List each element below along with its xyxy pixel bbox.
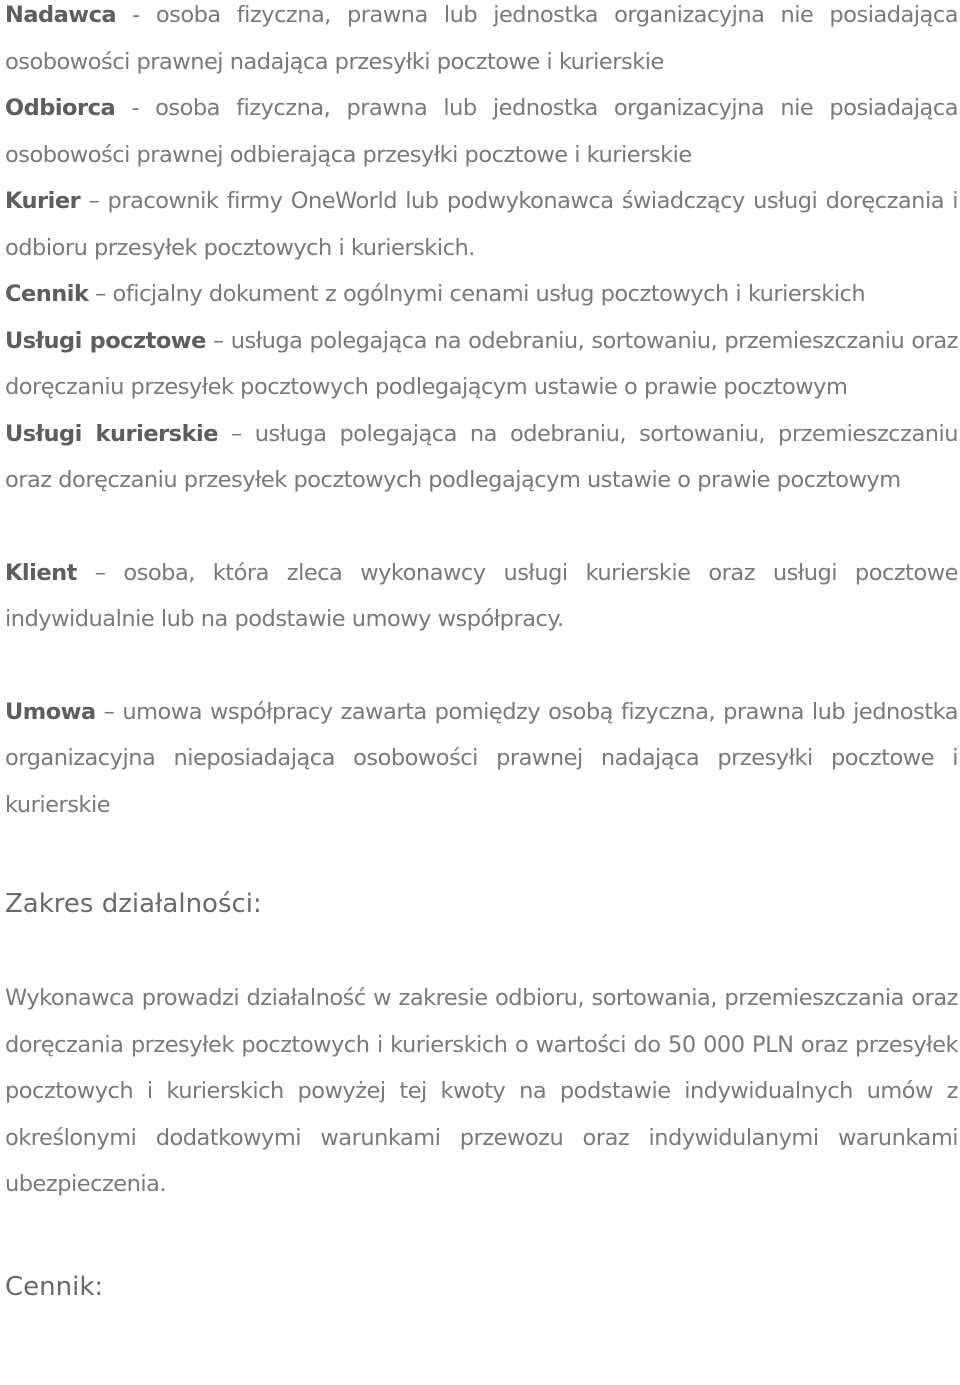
definition-text: usługa polegająca na odebraniu, sortowaniu, przemieszczaniu oraz doręczaniu przesyłek pocztowych podlegającym ustawie o prawie pocztowym	[5, 420, 959, 493]
spacer	[5, 643, 958, 689]
definition-term: Umowa	[5, 698, 96, 725]
spacer	[5, 1208, 958, 1264]
spacer	[5, 504, 958, 550]
definition-separator: –	[95, 698, 123, 725]
definition-text: usługa polegająca na odebraniu, sortowaniu, przemieszczaniu oraz doręczaniu przesyłek pocztowych podlegającym ustawie o prawie pocztowym	[5, 327, 958, 400]
zakres-text: Wykonawca prowadzi działalność w zakresie odbioru, sortowania, przemieszczania oraz doręczania przesyłek pocztowych i kurierskich o wartości do 50 000 PLN oraz przesyłek pocztowych i kurierskich powyżej tej kwoty na podstawie indywidualnych umów z określonymi dodatkowymi warunkami przewozu oraz indywidulanymi warunkami ubezpieczenia.	[5, 985, 958, 1197]
definition-term: Kurier	[5, 188, 81, 214]
definition-separator: –	[88, 281, 113, 307]
definition-separator: –	[80, 188, 108, 214]
definition-separator: -	[115, 95, 156, 121]
definition-text: pracownik firmy OneWorld lub podwykonawca świadczący usługi doręczania i odbioru przesyłek pocztowych i kurierskich.	[5, 188, 959, 261]
definition-separator: –	[76, 559, 124, 586]
document-page	[5, 0, 958, 1310]
definition-text: oficjalny dokument z ogólnymi cenami usług pocztowych i kurierskich	[112, 281, 866, 307]
definition-nadawca	[5, 0, 958, 85]
definition-term: Usługi kurierskie	[5, 420, 219, 447]
definition-kurier	[5, 178, 958, 271]
definition-umowa	[5, 689, 958, 829]
zakres-heading: Zakres działalności:	[5, 889, 262, 919]
definition-term: Usługi pocztowe	[5, 327, 206, 354]
definition-text: osoba fizyczna, prawna lub jednostka organizacyjna nie posiadająca osobowości prawnej odbierająca przesyłki pocztowe i kurierskie	[5, 95, 958, 168]
definition-text: osoba, która zleca wykonawcy usługi kurierskie oraz usługi pocztowe indywidualnie lub na podstawie umowy współpracy.	[5, 559, 958, 632]
definition-separator: –	[205, 327, 231, 354]
definition-term: Odbiorca	[5, 95, 116, 121]
definition-text: osoba fizyczna, prawna lub jednostka organizacyjna nie posiadająca osobowości prawnej nadająca przesyłki pocztowe i kurierskie	[5, 2, 958, 75]
definition-cennik	[5, 271, 958, 318]
cennik-heading: Cennik:	[5, 1271, 104, 1302]
definition-odbiorca	[5, 85, 958, 178]
definition-text: umowa współpracy zawarta pomiędzy osobą fizyczna, prawna lub jednostka organizacyjna nieposiadająca osobowości prawnej nadająca przesyłki pocztowe i kurierskie	[5, 698, 958, 818]
definition-term: Nadawca	[5, 2, 117, 28]
definition-uslugi-kurierskie	[5, 411, 958, 504]
definition-klient	[5, 550, 958, 643]
definition-uslugi-pocztowe	[5, 318, 958, 411]
definition-term: Cennik	[5, 281, 89, 307]
definition-separator: -	[116, 2, 156, 28]
definition-term: Klient	[5, 559, 77, 586]
spacer	[5, 927, 958, 975]
spacer	[5, 828, 958, 881]
definition-separator: –	[218, 420, 255, 447]
